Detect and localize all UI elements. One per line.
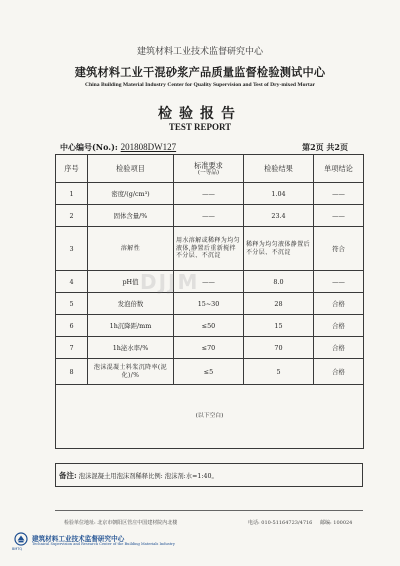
cell-verdict: 合格 (314, 359, 364, 385)
cell-seq: 5 (56, 293, 88, 315)
cell-seq: 2 (56, 205, 88, 227)
cell-result: 70 (244, 337, 314, 359)
cell-verdict: —— (314, 205, 364, 227)
table-row (56, 315, 364, 337)
cell-requirement: 用水溶解或稀释为均匀液体,静置后重新搅拌不分层、不沉淀 (174, 227, 244, 271)
table-row (56, 271, 364, 293)
header-requirement-sub: (一等品) (197, 169, 220, 176)
center-number (60, 142, 176, 153)
cell-item: 1h沉降距/mm (88, 315, 174, 337)
cell-result: 稀释为均匀液体静置后不分层、不沉淀 (244, 227, 314, 271)
center-name-en: China Building Material Industry Center for Quality Supervision and Test of Dry-mixed Mortar (84, 82, 316, 88)
cell-seq: 7 (56, 337, 88, 359)
cell-verdict: 合格 (314, 315, 364, 337)
page-number: 第2页 共2页 (302, 142, 348, 152)
cell-item: 泡沫混凝土料浆沉降率(泥化)/% (88, 359, 174, 385)
footer-postcode: 邮编: 100024 (320, 520, 353, 526)
watermark: DJJM (140, 270, 200, 294)
cell-seq: 4 (56, 271, 88, 293)
logo-text: BMTQ (12, 547, 22, 551)
header-item: 检验项目 (88, 155, 174, 183)
cell-verdict: 符合 (314, 227, 364, 271)
cell-verdict: —— (314, 271, 364, 293)
report-title-en: TEST REPORT (168, 122, 232, 132)
authority-header: 建筑材料工业技术监督研究中心 (136, 47, 263, 57)
footer-org-cn: 建筑材料工业技术监督研究中心 (32, 535, 125, 543)
cell-requirement: —— (174, 205, 244, 227)
remark-cell (56, 464, 363, 487)
header-result: 检验结果 (244, 155, 314, 183)
org-logo-icon (14, 532, 28, 546)
table-header-row (56, 155, 364, 183)
cell-requirement: ≤5 (174, 359, 244, 385)
cell-result: 8.0 (244, 271, 314, 293)
report-title-cn: 检验报告 (158, 106, 242, 122)
footer-org-en: Technical Supervision and Research Center of the Building Materials Industry (32, 542, 175, 546)
cell-verdict: 合格 (314, 293, 364, 315)
cell-requirement: —— (174, 183, 244, 205)
cell-seq: 1 (56, 183, 88, 205)
cell-requirement: —— (174, 271, 244, 293)
cell-result: 1.04 (244, 183, 314, 205)
table-row (56, 183, 364, 205)
cell-verdict: 合格 (314, 337, 364, 359)
cell-requirement: ≤70 (174, 337, 244, 359)
table-row (56, 293, 364, 315)
cell-seq: 6 (56, 315, 88, 337)
cell-result: 23.4 (244, 205, 314, 227)
cell-requirement: ≤50 (174, 315, 244, 337)
header-requirement (174, 155, 244, 183)
test-results-table (55, 154, 364, 449)
center-number-value: 201808DW127 (120, 142, 177, 152)
header-requirement-label: 标准要求 (194, 160, 223, 170)
cell-item: pH值 (88, 271, 174, 293)
table-row (56, 227, 364, 271)
cell-result: 15 (244, 315, 314, 337)
cell-item: 固体含量/% (88, 205, 174, 227)
header-seq: 序号 (56, 155, 88, 183)
cell-result: 28 (244, 293, 314, 315)
table-row (56, 359, 364, 385)
center-number-label: 中心编号(No.): (60, 142, 118, 152)
cell-seq: 8 (56, 359, 88, 385)
cell-seq: 3 (56, 227, 88, 271)
header-verdict: 单项结论 (314, 155, 364, 183)
blank-area-row (56, 385, 364, 449)
footer-address: 检验单位地址: 北京市朝阳区管庄中国建材院内北楼 (64, 520, 178, 526)
cell-verdict: —— (314, 183, 364, 205)
footer-divider (55, 510, 363, 511)
cell-result: 5 (244, 359, 314, 385)
table-row (56, 205, 364, 227)
center-name-cn: 建筑材料工业干混砂浆产品质量监督检验测试中心 (74, 65, 326, 79)
cell-item: 溶解性 (88, 227, 174, 271)
cell-item: 1h泌水率/% (88, 337, 174, 359)
footer-phone: 电话: 010-51164723/4716 (248, 520, 313, 526)
end-note: (以下空白) (56, 385, 364, 449)
remark-label: 备注: (59, 470, 77, 480)
cell-item: 发泡倍数 (88, 293, 174, 315)
cell-requirement: 15~30 (174, 293, 244, 315)
remark-text: 泡沫混凝土用泡沫剂稀释比例: 泡沫剂:水=1:40。 (78, 472, 218, 480)
table-row (56, 337, 364, 359)
remark-table (55, 463, 363, 487)
remark-row (56, 464, 363, 487)
cell-item: 密度/(g/cm³) (88, 183, 174, 205)
